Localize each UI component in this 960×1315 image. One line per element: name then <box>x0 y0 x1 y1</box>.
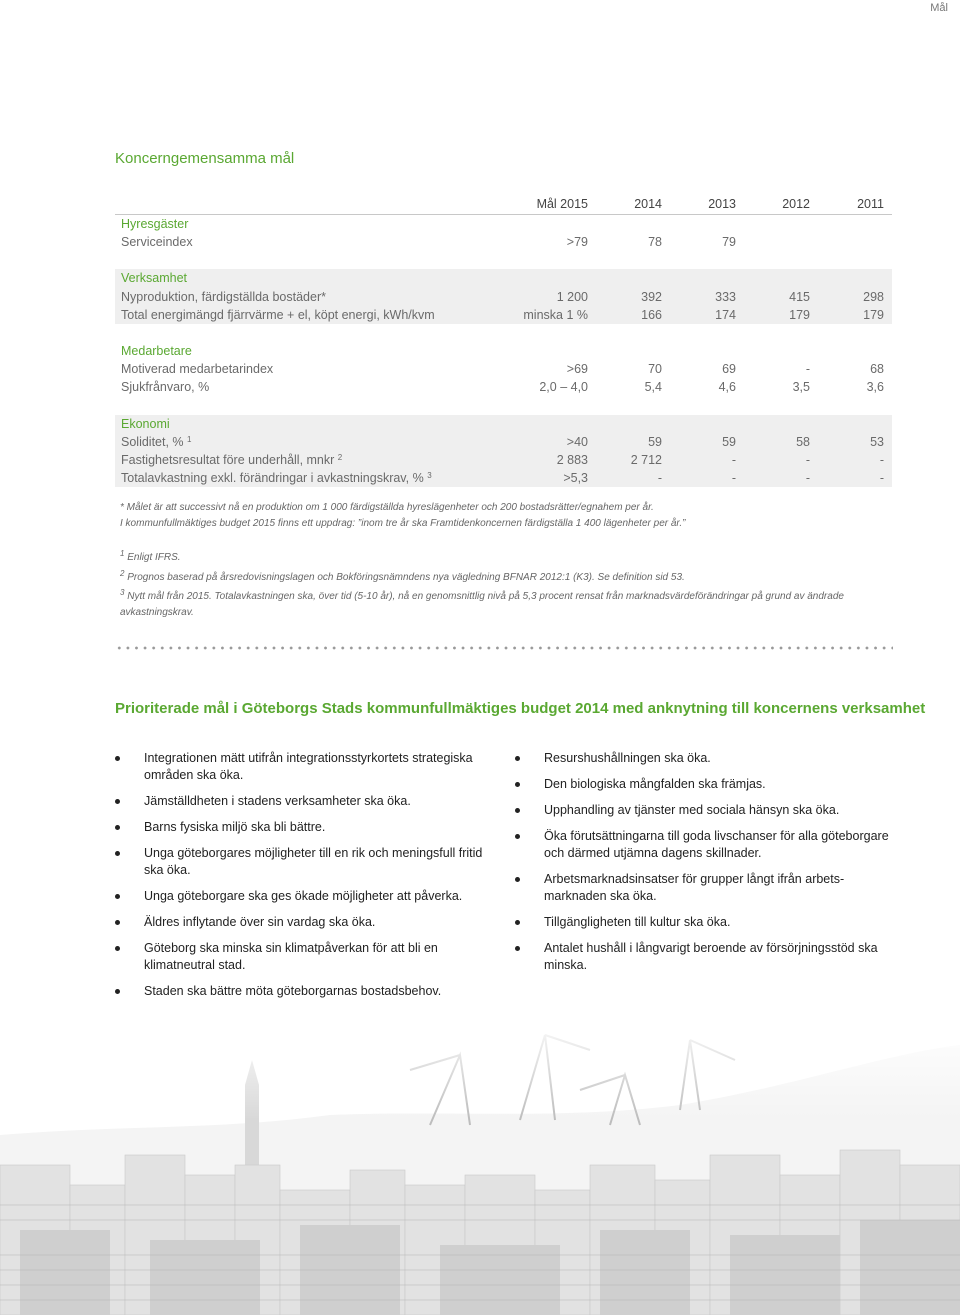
bullet-icon <box>115 756 120 761</box>
table-row <box>115 233 892 251</box>
row-label: Soliditet, % $^1$ <box>121 434 192 449</box>
value-cell: 69 <box>722 362 736 377</box>
priority-goal-item <box>115 819 490 836</box>
footnote-1: $^1$ Enligt IFRS. <box>120 549 181 563</box>
table-group-heading <box>115 342 892 360</box>
priority-goal-item <box>515 871 890 905</box>
priority-goal-item <box>115 888 490 905</box>
goal-text: Upphandling av tjänster med sociala hänsyn ska öka. <box>544 803 840 817</box>
bullet-icon <box>115 989 120 994</box>
table-row <box>115 469 892 487</box>
bullet-icon <box>515 834 520 839</box>
priority-goals-title: Prioriterade mål i Göteborgs Stads kommunfullmäktiges budget 2014 med anknytning till koncernens verksamhet <box>115 700 926 717</box>
value-cell: 78 <box>648 235 662 250</box>
goal-text: Unga göteborgares möjligheter till en rik och meningsfull fritid ska öka. <box>144 846 483 877</box>
table-group-heading <box>115 269 892 287</box>
row-label: Totalavkastning exkl. förändringar i avkastningskrav, % $^3$ <box>121 471 432 486</box>
group-name: Verksamhet <box>121 271 188 286</box>
value-cell: 4,6 <box>718 380 736 395</box>
group-name: Medarbetare <box>121 344 192 359</box>
row-label: Fastighetsresultat före underhåll, mnkr $^2$ <box>121 452 343 467</box>
value-cell: - <box>879 471 884 486</box>
value-cell: 166 <box>641 307 662 322</box>
goal-text: Antalet hushåll i långvarigt beroende av försörjningsstöd ska minska. <box>544 941 878 972</box>
value-cell: 1 200 <box>556 289 588 304</box>
row-label: Motiverad medarbetarindex <box>121 362 274 377</box>
bullet-icon <box>515 877 520 882</box>
bullet-icon <box>515 946 520 951</box>
value-cell: 3,6 <box>866 380 884 395</box>
goal-text: Öka förutsättningarna till goda livschanser för alla göteborgare och därmed utjämna dagens skillnader. <box>544 829 889 860</box>
table-body <box>115 215 892 487</box>
value-cell: 174 <box>715 307 736 322</box>
priority-goal-item <box>515 828 890 862</box>
bullet-icon <box>115 851 120 856</box>
priority-goal-item <box>515 802 890 819</box>
value-cell: 2 883 <box>556 452 588 467</box>
value-cell: 2,0 – 4,0 <box>539 380 588 395</box>
value-cell: >69 <box>566 362 588 377</box>
priority-goal-item <box>115 793 490 810</box>
footnotes <box>120 500 890 620</box>
footnote-3: $^3$ Nytt mål från 2015. Totalavkastningen ska, över tid (5-10 år), nå en genomsnittlig nivå på 5,3 procent rensat från marknadsvärdeförändringar på grund av ändrade avkastningskrav. <box>120 588 844 618</box>
bullet-icon <box>115 825 120 830</box>
goal-text: Barns fysiska miljö ska bli bättre. <box>144 820 326 834</box>
value-cell: >5,3 <box>563 471 588 486</box>
bullet-icon <box>515 920 520 925</box>
value-cell: >79 <box>566 235 588 250</box>
priority-goal-item <box>515 914 890 931</box>
value-cell: 3,5 <box>792 380 810 395</box>
goal-text: Tillgängligheten till kultur ska öka. <box>544 915 731 929</box>
col-header: 2013 <box>708 197 736 211</box>
goal-text: Den biologiska mångfalden ska främjas. <box>544 777 766 791</box>
table-row <box>115 433 892 451</box>
page-section-tag: Mål <box>930 2 948 14</box>
value-cell: 53 <box>870 434 884 449</box>
row-label: Sjukfrånvaro, % <box>121 380 210 395</box>
table-group-heading <box>115 415 892 433</box>
bullet-icon <box>515 782 520 787</box>
priority-goal-item <box>115 983 490 1000</box>
value-cell: 59 <box>648 434 662 449</box>
footnote-2: $^2$ Prognos baserad på årsredovisningslagen och Bokföringsnämndens nya vägledning BFNAR 2012:1 (K3). Se definition sid 53. <box>120 568 685 583</box>
value-cell: 179 <box>789 307 810 322</box>
table-header <box>115 191 892 215</box>
priority-goal-item <box>115 914 490 931</box>
col-header: 2012 <box>782 197 810 211</box>
priority-goal-item <box>115 940 490 974</box>
bullet-icon <box>115 799 120 804</box>
goal-text: Jämställdheten i stadens verksamheter ska öka. <box>144 794 411 808</box>
row-label: Total energimängd fjärrvärme + el, köpt energi, kWh/kvm <box>121 307 435 322</box>
group-name: Ekonomi <box>121 416 170 431</box>
value-cell: >40 <box>566 434 588 449</box>
goal-text: Staden ska bättre möta göteborgarnas bostadsbehov. <box>144 984 442 998</box>
col-header: 2014 <box>634 197 662 211</box>
table-row <box>115 378 892 396</box>
goal-text: Arbetsmarknadsinsatser för grupper långt ifrån arbets-marknaden ska öka. <box>544 872 845 903</box>
col-header: Mål 2015 <box>536 197 588 211</box>
goal-text: Unga göteborgare ska ges ökade möjligheter att påverka. <box>144 889 463 903</box>
value-cell: - <box>805 452 810 467</box>
priority-goals-left-list <box>115 750 490 1009</box>
priority-goal-item <box>515 776 890 793</box>
dotted-divider <box>115 646 893 650</box>
value-cell: - <box>731 471 736 486</box>
group-name: Hyresgäster <box>121 217 189 232</box>
value-cell: 68 <box>870 362 884 377</box>
bullet-icon <box>515 808 520 813</box>
table-row <box>115 306 892 324</box>
priority-goals-right-list <box>515 750 890 983</box>
value-cell: 179 <box>863 307 884 322</box>
value-cell: - <box>879 452 884 467</box>
value-cell: 79 <box>722 235 736 250</box>
priority-goal-item <box>115 845 490 879</box>
bullet-icon <box>115 894 120 899</box>
value-cell: 415 <box>789 289 810 304</box>
value-cell: 333 <box>715 289 736 304</box>
goal-text: Integrationen mätt utifrån integrationsstyrkortets strategiska områden ska öka. <box>144 751 473 782</box>
value-cell: minska 1 % <box>523 307 588 322</box>
value-cell: - <box>657 471 662 486</box>
priority-goal-item <box>515 940 890 974</box>
priority-goal-item <box>515 750 890 767</box>
value-cell: 298 <box>863 289 884 304</box>
section-title: Koncerngemensamma mål <box>115 150 295 167</box>
value-cell: 392 <box>641 289 662 304</box>
value-cell: - <box>805 471 810 486</box>
value-cell: 2 712 <box>630 452 662 467</box>
value-cell: - <box>731 452 736 467</box>
table-row <box>115 451 892 469</box>
value-cell: 59 <box>722 434 736 449</box>
goals-table <box>115 191 892 487</box>
col-header: 2011 <box>857 197 884 211</box>
goal-text: Resurshushållningen ska öka. <box>544 751 711 765</box>
row-label: Nyproduktion, färdigställda bostäder* <box>121 289 326 304</box>
table-row <box>115 360 892 378</box>
bullet-icon <box>515 756 520 761</box>
table-row <box>115 288 892 306</box>
value-cell: 70 <box>648 362 662 377</box>
city-skyline-illustration <box>0 1015 960 1315</box>
value-cell: - <box>805 362 810 377</box>
value-cell: 58 <box>796 434 810 449</box>
value-cell: 5,4 <box>644 380 662 395</box>
goal-text: Äldres inflytande över sin vardag ska öka. <box>144 915 376 929</box>
priority-goal-item <box>115 750 490 784</box>
goal-text: Göteborg ska minska sin klimatpåverkan för att bli en klimatneutral stad. <box>144 941 438 972</box>
table-group-heading <box>115 215 892 233</box>
footnote-star-1: * Målet är att successivt nå en produktion om 1 000 färdigställda hyreslägenheter och 200 bostadsrätter/egnahem per år. <box>120 502 654 513</box>
bullet-icon <box>115 920 120 925</box>
footnote-star-2: I kommunfullmäktiges budget 2015 finns ett uppdrag: ”inom tre år ska Framtidenkoncernen färdigställa 1 400 lägenheter per år.” <box>120 517 686 529</box>
bullet-icon <box>115 946 120 951</box>
row-label: Serviceindex <box>121 235 193 250</box>
